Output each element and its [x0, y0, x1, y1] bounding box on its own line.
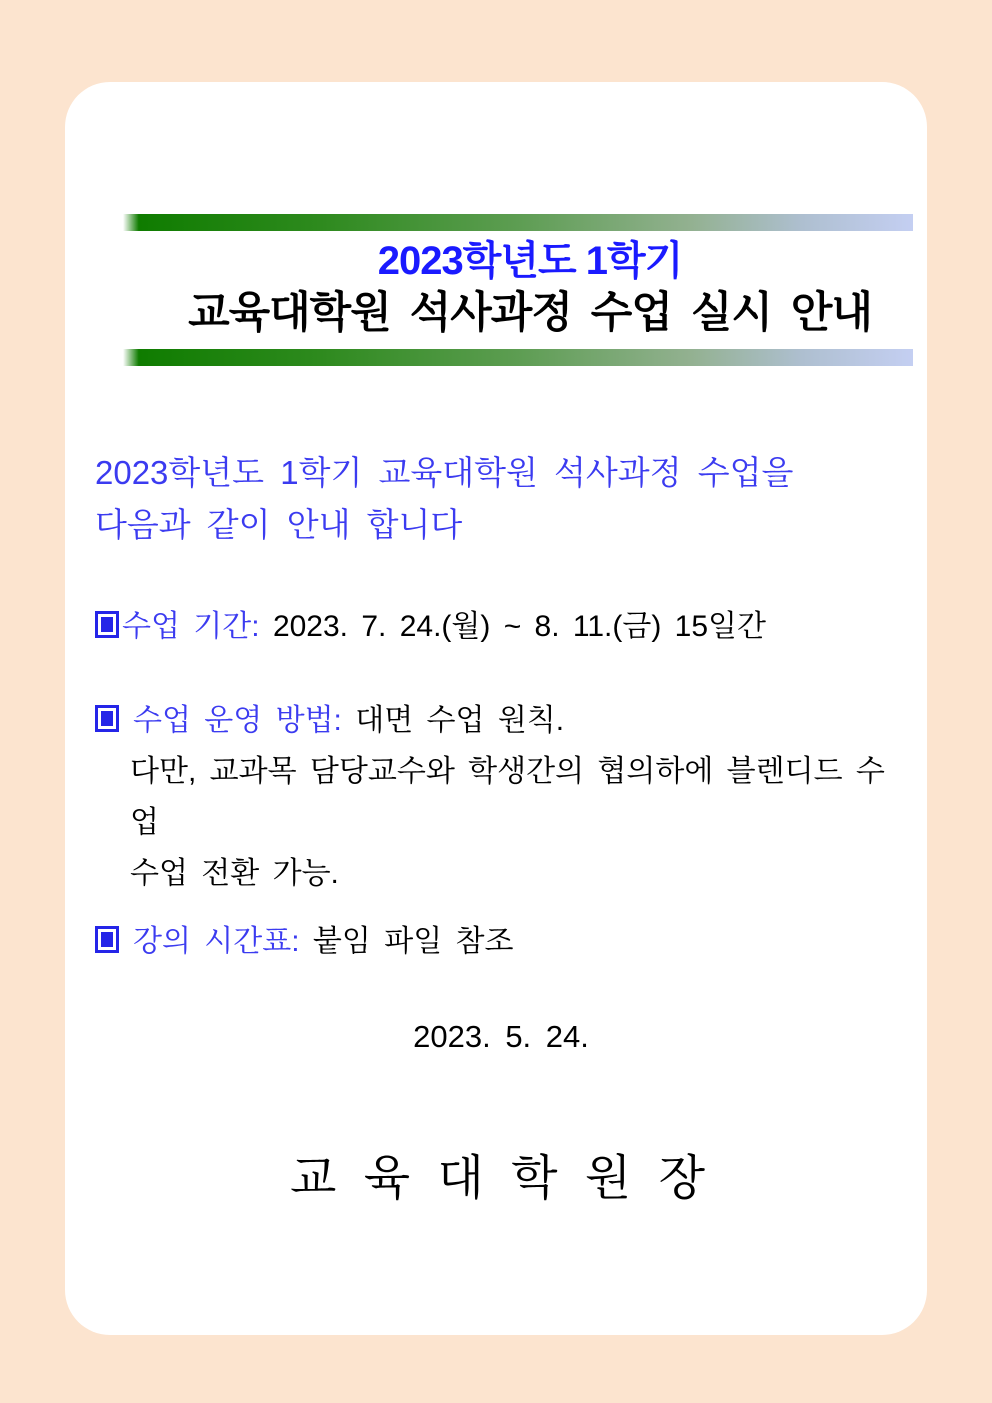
square-bullet-icon: [95, 611, 119, 638]
square-bullet-icon: [95, 705, 119, 732]
notice-title-line1: 2023학년도 1학기: [377, 239, 683, 283]
notice-header: [65, 82, 927, 366]
notice-card: [65, 82, 927, 1335]
bullet-lecture-timetable-value: 붙임 파일 참조: [312, 925, 514, 958]
notice-title-block: [65, 238, 927, 342]
intro-line-2: 다음과 같이 안내 합니다: [95, 506, 463, 543]
intro-paragraph: [95, 447, 907, 551]
notice-title-line2: 교육대학원 석사과정 수업 실시 안내: [188, 289, 872, 337]
header-bottom-rule: [123, 349, 913, 366]
intro-line-1: 2023학년도 1학기 교육대학원 석사과정 수업을: [95, 454, 794, 491]
bullet-lecture-timetable-label: 강의 시간표:: [133, 925, 300, 958]
square-bullet-icon: [95, 926, 119, 953]
bullet-course-period-value: 2023. 7. 24.(월) ~ 8. 11.(금) 15일간: [272, 610, 767, 643]
bullet-operation-method-continuation-2: 수업 전환 가능.: [130, 857, 339, 890]
bullet-operation-method-continuation-1: 다만, 교과목 담당교수와 학생간의 협의하에 블렌디드 수업: [130, 755, 885, 839]
header-top-rule: [123, 214, 913, 231]
notice-body: [65, 447, 927, 1209]
bullet-operation-method-line1: [95, 695, 907, 746]
signature-dean-of-graduate-school: 교 육 대 학 원 장: [290, 1152, 712, 1205]
bullet-course-period-label: 수업 기간:: [122, 610, 260, 643]
bullet-lecture-timetable: [95, 922, 907, 962]
bullet-operation-method: [95, 695, 907, 899]
notice-date: 2023. 5. 24.: [413, 1019, 589, 1054]
bullet-course-period: [95, 607, 907, 647]
bullet-operation-method-value: 대면 수업 원칙.: [355, 704, 565, 737]
bullet-operation-method-label: 수업 운영 방법:: [133, 704, 342, 737]
